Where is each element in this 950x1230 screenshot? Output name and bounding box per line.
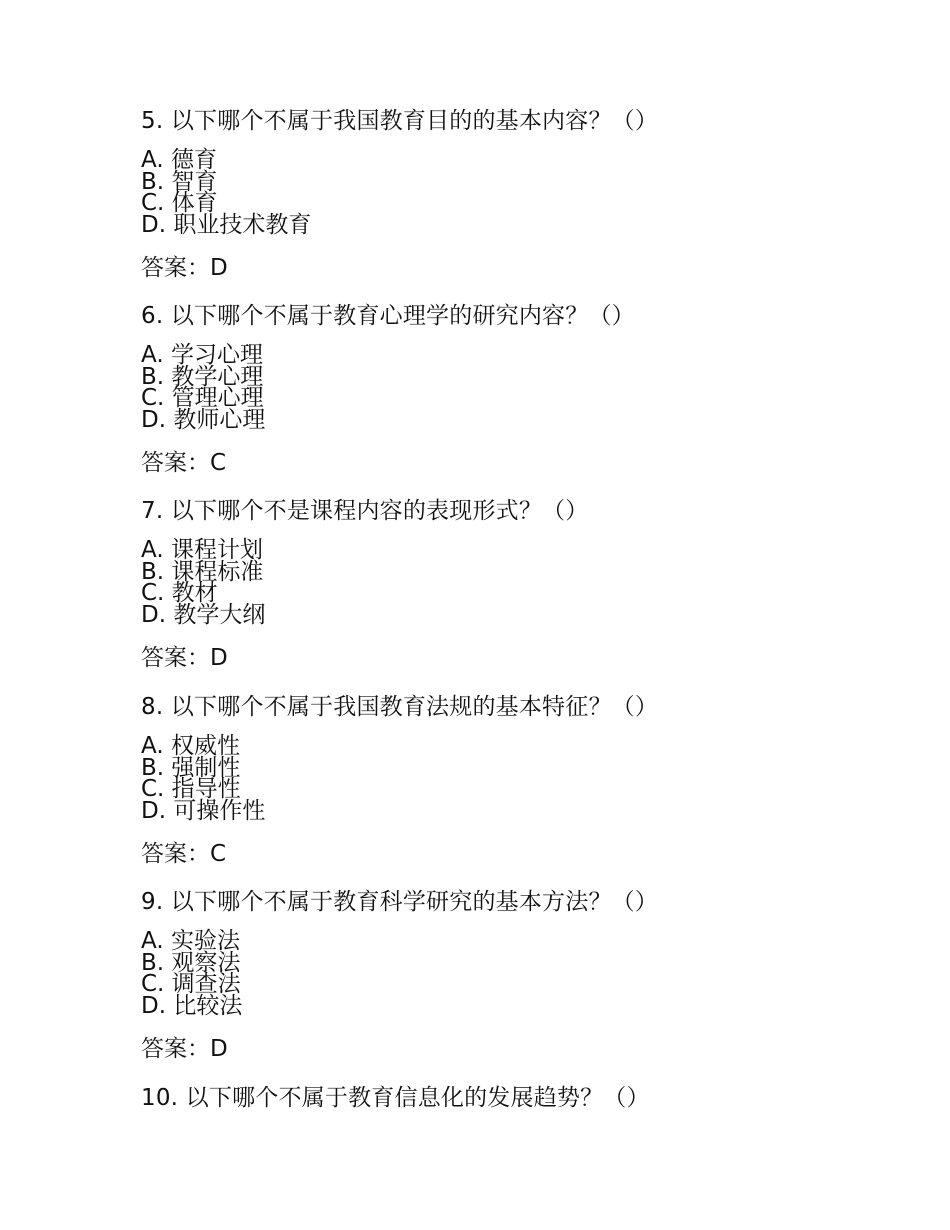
option-a: A. 实验法 <box>141 928 240 954</box>
option-d: D. 教学大纲 <box>141 601 266 628</box>
option-list <box>141 928 861 1019</box>
option-c: C. 指导性 <box>141 776 241 802</box>
option-c: C. 调查法 <box>141 971 241 997</box>
answer-text: 答案：C <box>141 841 227 867</box>
question-text: 9. 以下哪个不属于教育科学研究的基本方法？（） <box>141 889 659 915</box>
option-list <box>141 537 861 628</box>
question-block-9 <box>141 888 861 1063</box>
option-d: D. 可操作性 <box>141 797 266 824</box>
question-text: 8. 以下哪个不属于我国教育法规的基本特征？（） <box>141 694 659 720</box>
answer-text: 答案：C <box>141 450 227 476</box>
option-b: B. 强制性 <box>141 754 241 781</box>
question-block-5 <box>141 107 861 282</box>
question-text: 10. 以下哪个不属于教育信息化的发展趋势？（） <box>141 1085 650 1111</box>
option-list <box>141 733 861 824</box>
option-b: B. 教学心理 <box>141 363 264 390</box>
question-block-6 <box>141 302 861 477</box>
option-c: C. 教材 <box>141 580 218 606</box>
option-list <box>141 342 861 433</box>
answer-text: 答案：D <box>141 255 228 281</box>
question-text: 6. 以下哪个不属于教育心理学的研究内容？（） <box>141 303 635 329</box>
question-block-7 <box>141 497 861 672</box>
option-b: B. 智育 <box>141 168 218 195</box>
option-list <box>141 147 861 238</box>
option-d: D. 职业技术教育 <box>141 211 312 238</box>
question-text: 7. 以下哪个不是课程内容的表现形式？（） <box>141 498 589 524</box>
option-a: A. 权威性 <box>141 733 240 759</box>
option-a: A. 学习心理 <box>141 342 263 368</box>
option-d: D. 比较法 <box>141 992 243 1019</box>
option-b: B. 课程标准 <box>141 558 264 585</box>
answer-text: 答案：D <box>141 645 228 671</box>
option-a: A. 德育 <box>141 147 217 173</box>
question-text: 5. 以下哪个不属于我国教育目的的基本内容？（） <box>141 108 659 134</box>
option-d: D. 教师心理 <box>141 406 266 433</box>
option-c: C. 管理心理 <box>141 385 264 411</box>
answer-text: 答案：D <box>141 1036 228 1062</box>
option-b: B. 观察法 <box>141 949 241 976</box>
question-block-8 <box>141 693 861 868</box>
question-block-10 <box>141 1084 861 1112</box>
option-a: A. 课程计划 <box>141 537 263 563</box>
option-c: C. 体育 <box>141 190 218 216</box>
